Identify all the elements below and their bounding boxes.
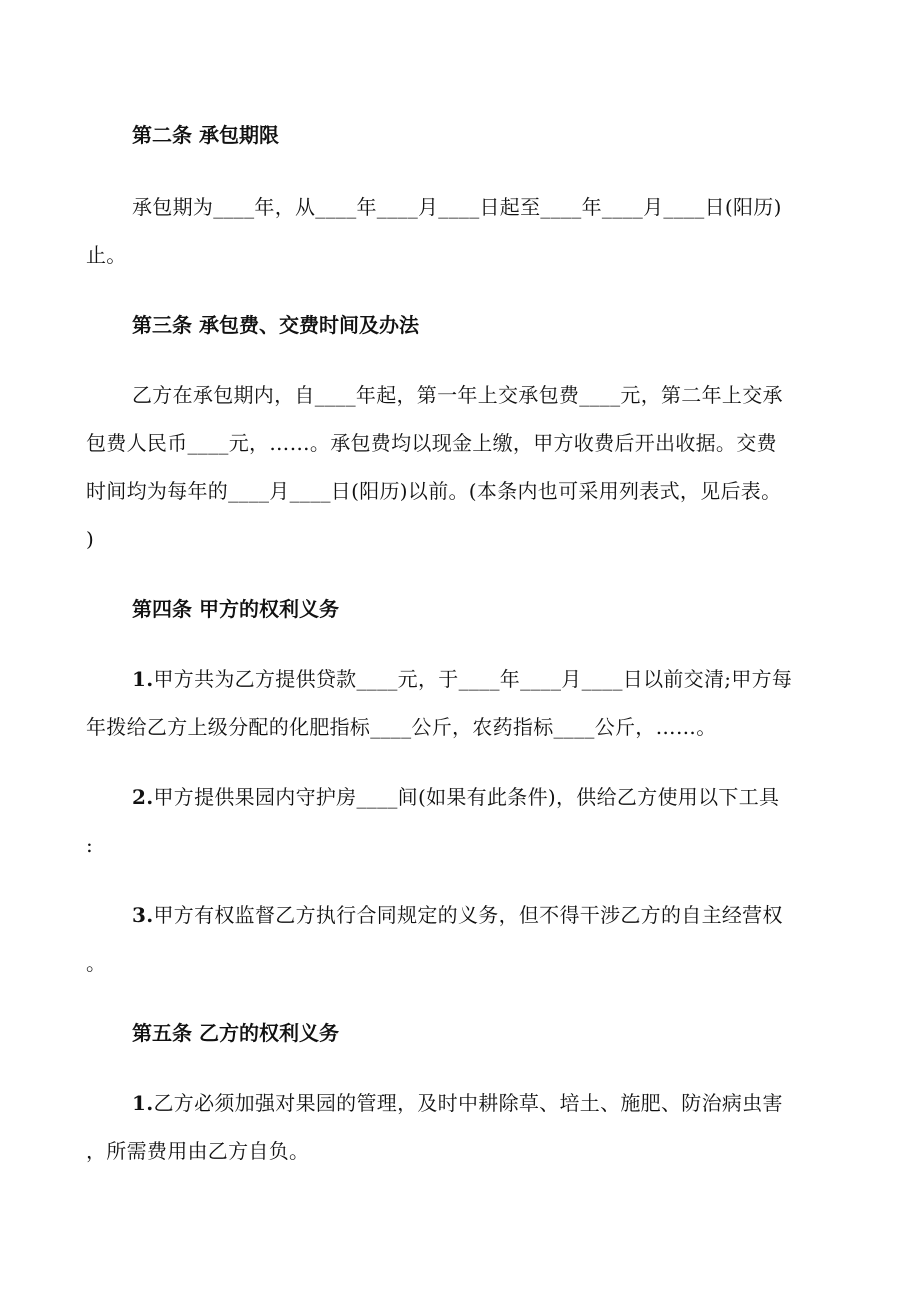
article-4-item-1-line-1 [132,665,792,693]
article-4-item-2-line-1 [132,783,779,811]
item-text: 甲方有权监督乙方执行合同规定的义务，但不得干涉乙方的自主经营权 [153,903,783,927]
article-4-item-3-line-2: 。 [86,951,107,975]
item-number: 3. [132,903,154,927]
item-text: 甲方提供果园内守护房____间(如果有此条件)，供给乙方使用以下工具 [153,785,780,809]
item-number: 2. [132,785,154,809]
item-text: 乙方必须加强对果园的管理，及时中耕除草、培土、施肥、防治病虫害 [153,1091,783,1115]
article-4-heading: 第四条 甲方的权利义务 [132,597,339,621]
article-3-heading: 第三条 承包费、交费时间及办法 [132,313,419,337]
item-number: 1. [132,1091,154,1115]
article-3-line-3: 时间均为每年的____月____日(阳历)以前。(本条内也可采用列表式，见后表。 [86,479,782,503]
article-3-line-4: ) [86,527,95,551]
article-4-item-2-line-2: : [86,833,94,857]
article-2-line-2: 止。 [86,243,127,267]
article-5-heading: 第五条 乙方的权利义务 [132,1021,339,1045]
article-3-line-1: 乙方在承包期内，自____年起，第一年上交承包费____元，第二年上交承 [132,383,783,407]
article-2-line-1: 承包期为____年，从____年____月____日起至____年____月____日(阳历) [132,195,782,219]
article-4-item-3-line-1 [132,901,783,929]
item-number: 1. [132,667,154,691]
article-5-item-1-line-1 [132,1089,783,1117]
article-5-item-1-line-2: ，所需费用由乙方自负。 [86,1139,310,1163]
item-text: 甲方共为乙方提供贷款____元，于____年____月____日以前交清;甲方每 [153,667,793,691]
article-3-line-2: 包费人民币____元，……。承包费均以现金上缴，甲方收费后开出收据。交费 [86,431,777,455]
article-4-item-1-line-2: 年拨给乙方上级分配的化肥指标____公斤，农药指标____公斤，……。 [86,715,717,739]
article-2-heading: 第二条 承包期限 [132,123,279,147]
